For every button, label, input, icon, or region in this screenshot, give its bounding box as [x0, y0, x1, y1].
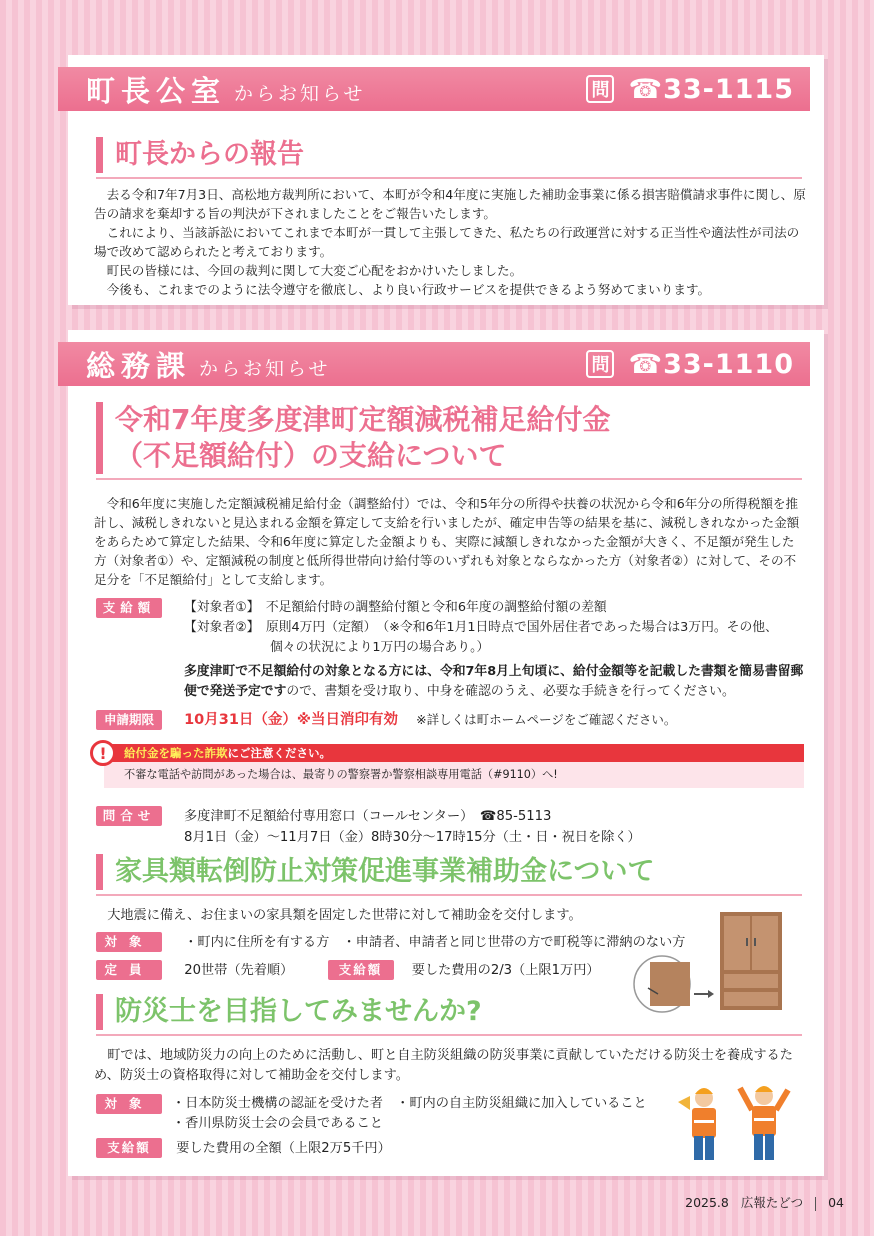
heading-line: 令和7年度多度津町定額減税補足給付金 — [115, 403, 611, 436]
inquiry-icon: 問 — [586, 350, 614, 378]
phone-number: ☎33-1110 — [628, 348, 794, 380]
paragraph: 町では、地域防災力の向上のために活動し、町と自主防災組織の防災事業に貢献していただける防災士を養成するため、防災士の資格取得に対して補助金を交付します。 — [94, 1048, 793, 1083]
paragraph: 大地震に備え、お住まいの家具類を固定した世帯に対して補助金を交付します。 — [107, 908, 582, 923]
contact-tag-row — [96, 806, 162, 827]
quota-tag: 定員 — [96, 960, 162, 980]
article-heading: 町長からの報告 — [96, 137, 802, 173]
notice-panel-general-affairs — [68, 330, 824, 1176]
quota-text: 20世帯（先着順） — [184, 963, 294, 978]
deadline-date: 10月31日（金）※当日消印有効 — [184, 712, 399, 728]
target-2-text: 原則4万円（定額） （※令和6年1月1日時点で国外居住者であった場合は3万円。その他、 — [265, 620, 778, 635]
contact-tag: 問合せ — [96, 806, 162, 826]
mailing-notice — [184, 662, 808, 702]
target-details — [172, 1094, 647, 1134]
target-row — [96, 932, 685, 953]
paragraph: 今後も、これまでのように法令遵守を徹底し、より良い行政サービスを提供できるよう努めてまいります。 — [106, 282, 711, 297]
inquiry-icon: 問 — [586, 75, 614, 103]
amount-text: 要した費用の2/3（上限1万円） — [411, 963, 600, 978]
mailing-notice-rest: ので、書類を受け取り、中身を確認のうえ、必要な手続きを行ってください。 — [286, 684, 735, 699]
heading-line: （不足額給付）の支給について — [115, 439, 507, 472]
deadline-note: ※詳しくは町ホームページをご確認ください。 — [416, 712, 677, 727]
article-heading: 家具類転倒防止対策促進事業補助金について — [96, 854, 802, 890]
amount-tag: 支給額 — [96, 598, 162, 618]
band-title: 町長公室 — [86, 73, 227, 108]
target-row — [96, 1094, 162, 1115]
band-title: 総務課 — [86, 348, 192, 383]
article-body — [94, 494, 806, 589]
deadline-tag: 申請期限 — [96, 710, 162, 730]
page-number: 04 — [828, 1195, 844, 1210]
target-tag: 対象 — [96, 1094, 162, 1114]
fraud-warning-body: 不審な電話や訪問があった場合は、最寄りの警察署か警察相談専用電話（#9110）へ! — [104, 762, 804, 788]
contact-line: 多度津町不足額給付専用窓口（コールセンター） ☎85-5113 — [184, 809, 552, 824]
notice-panel-mayor — [68, 55, 824, 305]
mailing-notice-bold: 多度津町で不足額給付の対象となる方には、令和7年8月上旬頃に、給付金額等を記載した書類を簡易書留郵便で発送予定です — [184, 664, 804, 699]
paragraph: 町民の皆様には、今回の裁判に関して大変ご心配をおかけいたしました。 — [106, 263, 523, 278]
issue-date: 2025.8 — [685, 1195, 729, 1210]
fraud-warning — [90, 744, 804, 796]
section-band-mayor — [58, 67, 810, 111]
contact-details — [184, 806, 641, 848]
target-text: ・香川県防災士会の会員であること — [172, 1116, 383, 1131]
paragraph: 令和6年度に実施した定額減税補足給付金（調整給付）では、令和5年分の所得や扶養の状況から令和6年分の所得税額を推計し、減税しきれないと見込まれる金額を算定して支給を行いましたが、確定申告等の結果を基に、減税しきれなかった金額をあらためて算定した結果、令和6年度に算定した金額よりも、実際に減額しきれなかった金額が大きく、不足額が発生した方（対象者①）や、定額減税の制度と低所得世帯向け給付等のいずれも対象とならなかった方（対象者②）に対して、その不足分を「不足額給付」として支給します。 — [94, 496, 800, 587]
band-subtitle: からお知らせ — [199, 357, 331, 380]
disaster-volunteers-illustration — [664, 1076, 804, 1164]
deadline-row — [96, 710, 808, 731]
fraud-warning-title: 給付金を騙った詐欺にご注意ください。 — [104, 744, 804, 762]
section-band-general-affairs — [58, 342, 810, 386]
amount-tag: 支給額 — [96, 1138, 162, 1158]
target-2-label: 【対象者②】 — [184, 620, 254, 635]
article-body — [94, 185, 806, 299]
phone-number: ☎33-1115 — [628, 73, 794, 105]
amount-row — [96, 1138, 391, 1159]
contact-line: 8月1日（金）～11月7日（金）8時30分～17時15分（土・日・祝日を除く） — [184, 830, 641, 845]
publication-name: 広報たどつ — [740, 1195, 804, 1210]
target-1-text: 不足額給付時の調整給付額と令和6年度の調整給付額の差額 — [265, 600, 607, 615]
article-heading — [96, 402, 802, 474]
page-footer — [685, 1193, 844, 1211]
article-heading: 防災士を目指してみませんか? — [96, 994, 802, 1030]
target-text: ・日本防災士機構の認証を受けた者 ・町内の自主防災組織に加入していること — [172, 1096, 647, 1111]
amount-text: 要した費用の全額（上限2万5千円） — [176, 1141, 391, 1156]
exclamation-icon: ! — [90, 740, 116, 766]
paragraph: これにより、当該訴訟においてこれまで本町が一貫して主張してきた、私たちの行政運営に対する正当性や適法性が司法の場で改めて認められたと考えております。 — [94, 225, 800, 259]
paragraph: 去る令和7年7月3日、高松地方裁判所において、本町が令和4年度に実施した補助金事業に係る損害賠償請求事件に関し、原告の請求を棄却する旨の判決が下されましたことをご報告いたします。 — [94, 187, 806, 221]
target-text: ・町内に住所を有する方 ・申請者、申請者と同じ世帯の方で町税等に滞納のない方 — [184, 935, 686, 950]
amount-tag: 支給額 — [328, 960, 394, 980]
amount-tag-row — [96, 598, 162, 619]
target-2-text-cont: 個々の状況により1万円の場合あり。） — [270, 640, 490, 655]
amount-details — [184, 598, 808, 702]
band-subtitle: からお知らせ — [234, 82, 366, 105]
quota-row — [96, 960, 600, 981]
footer-divider — [815, 1197, 816, 1211]
target-1-label: 【対象者①】 — [184, 600, 254, 615]
target-tag: 対象 — [96, 932, 162, 952]
